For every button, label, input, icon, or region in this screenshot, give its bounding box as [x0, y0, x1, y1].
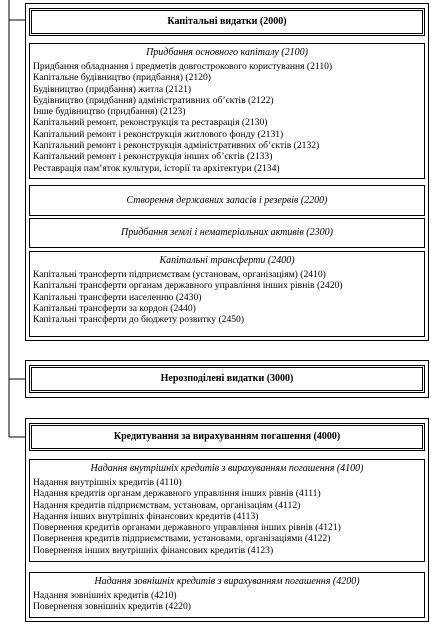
list-item: Реставрація пам’яток культури, історії та архітектури (2134) — [33, 162, 280, 174]
section-title-2100: Придбання основного капіталу (2100) — [146, 47, 308, 58]
section-title-2400: Капітальні трансферти (2400) — [159, 255, 295, 266]
section-domestic-credits — [29, 459, 425, 562]
list-item: Капітальні трансферти за кордон (2440) — [33, 302, 196, 314]
list-item: Капітальне будівництво (придбання) (2120) — [33, 72, 211, 84]
list-item: Капітальний ремонт, реконструкція та реставрація (2130) — [33, 117, 268, 129]
unallocated-expenditures-header: Нерозподілені видатки (3000) — [29, 365, 425, 393]
list-item: Капітальний ремонт і реконструкція адміністративних об’єктів (2132) — [33, 140, 320, 152]
list-item: Придбання обладнання і предметів довгострокового користування (2110) — [33, 61, 333, 72]
section-land-intangibles: Придбання землі і нематеріальних активів (2300) — [29, 218, 425, 248]
section-title-4200: Надання зовнішніх кредитів з вирахуванням погашення (4200) — [94, 576, 360, 587]
list-item: Капітальні трансферти населенню (2430) — [33, 291, 202, 303]
list-item: Повернення кредитів підприємствами, установами, організаціями (4122) — [33, 533, 331, 545]
section-foreign-credits — [29, 572, 425, 618]
list-item: Інше будівництво (придбання) (2123) — [33, 106, 186, 118]
list-item: Надання кредитів підприємствам, установам, організаціям (4112) — [33, 499, 301, 511]
list-item: Надання зовнішніх кредитів (4210) — [33, 590, 177, 601]
list-item: Капітальний ремонт і реконструкція інших об’єктів (2133) — [33, 151, 273, 163]
list-item: Капітальні трансферти підприємствам (установам, організаціям) (2410) — [33, 269, 326, 280]
list-item: Будівництво (придбання) житла (2121) — [33, 83, 192, 95]
list-item: Надання внутрішніх кредитів (4110) — [33, 477, 182, 488]
capital-expenditures-header: Капітальні видатки (2000) — [29, 8, 425, 36]
list-item: Повернення інших внутрішніх фінансових кредитів (4123) — [33, 544, 274, 556]
list-item: Капітальні трансферти органам державного управління інших рівнів (2420) — [33, 280, 343, 292]
section-capital-transfers — [29, 251, 425, 337]
section-state-reserves: Створення державних запасів і резервів (2200) — [29, 185, 425, 216]
section-title-4100: Надання внутрішніх кредитів з вирахуванням погашення (4100) — [90, 463, 364, 474]
list-item: Надання інших внутрішніх фінансових кредитів (4113) — [33, 510, 259, 522]
list-item: Повернення зовнішніх кредитів (4220) — [33, 601, 191, 613]
list-item: Повернення кредитів органами державного управління інших рівнів (4121) — [33, 522, 341, 534]
list-item: Капітальний ремонт і реконструкція житлового фонду (2131) — [33, 128, 284, 140]
list-item: Надання кредитів органам державного управління інших рівнів (4111) — [33, 488, 321, 500]
lending-header: Кредитування за вирахуванням погашення (4000) — [29, 423, 425, 451]
list-item: Капітальні трансферти до бюджету розвитку (2450) — [33, 314, 245, 326]
section-fixed-capital — [29, 43, 425, 179]
list-item: Будівництво (придбання) адміністративних об’єктів (2122) — [33, 94, 274, 106]
